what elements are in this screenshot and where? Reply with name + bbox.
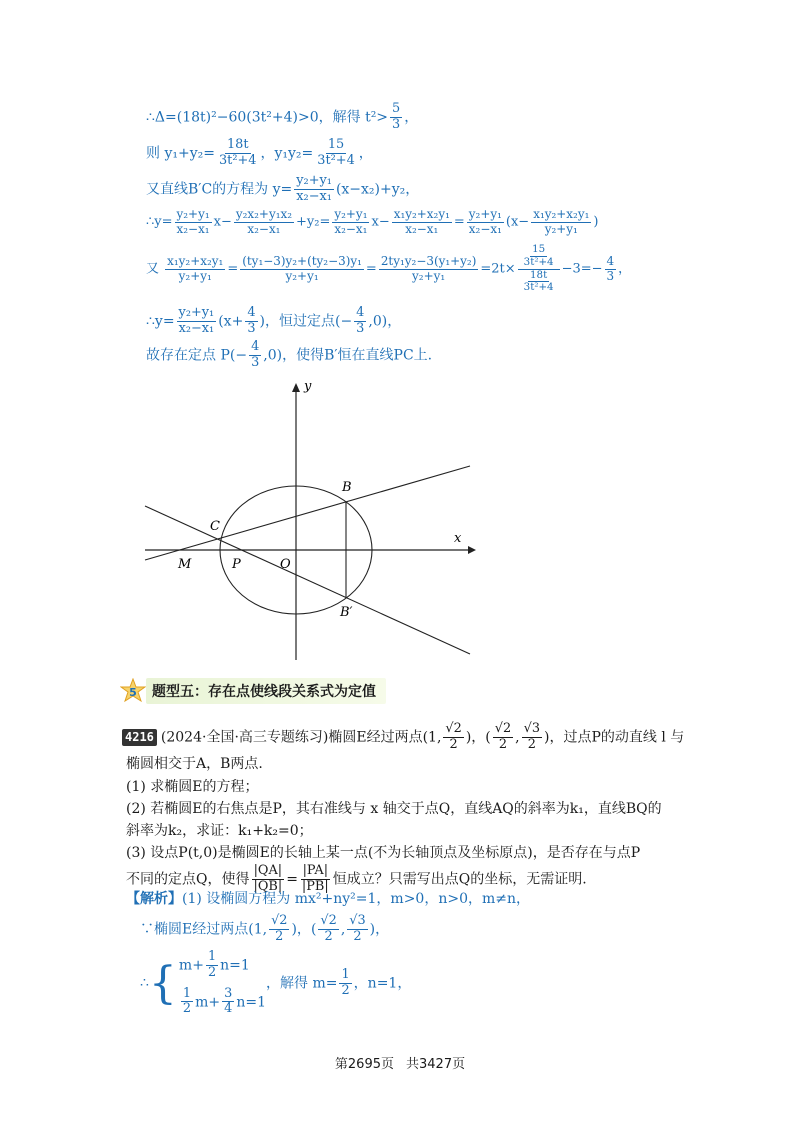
label-O: O xyxy=(280,557,291,572)
question-part-2a: (2) 若椭圆E的右焦点是P，其右准线与 x 轴交于点Q，直线AQ的斜率为k₁，直线BQ的 xyxy=(126,801,662,817)
total-pages: 共3427页 xyxy=(406,1057,466,1072)
system-row-1: m+ $\frac{1}{2}$ n=1 xyxy=(178,949,250,980)
ellipse-diagram xyxy=(140,378,480,660)
analysis-tag: 【解析】 xyxy=(126,891,182,907)
label-Bprime: B′ xyxy=(340,605,353,620)
question-number-badge: 4216 xyxy=(122,729,157,745)
x-axis-arrow xyxy=(468,546,476,554)
question-line-2: 椭圆相交于A，B两点. xyxy=(126,756,263,772)
solution-line-6: ∴y= $\frac{\text{y₂+y₁}}{\text{x₂−x₁}}$ (x+ $\frac{4}{3}$ )，恒过定点(− $\frac{4}{3}$ ,0)， xyxy=(146,305,402,336)
system-row-2: $\frac{1}{2}$ m+ $\frac{3}{4}$ n=1 xyxy=(182,985,266,1017)
question-part-1: (1) 求椭圆E的方程； xyxy=(126,779,259,795)
label-M: M xyxy=(178,557,192,572)
solution-line-4: ∴y= $\frac{\text{y₂+y₁}}{\text{x₂−x₁}}$ x− $\frac{\text{y₂x₂+y₁x₂}}{\text{x₂−x₁}}$ +y₂= $\frac{\text{y₂+y₁}}{\text{x₂−x₁}}$ x− $\frac{\text{x₁y₂+x₂y₁}}{\text{x₂−x₁}}$ = $\frac{\text{y₂+y₁}}{\text{x₂−x₁}}$ (x− $\frac{\text{x₁y₂+x₂y₁}}{\text{y₂+y₁}}$ ) xyxy=(146,207,599,236)
solution-line-2: 则 y₁+y₂= $\frac{18t}{\text{3t²+4}}$ ，y₁y₂= $\frac{15}{\text{3t²+4}}$ ， xyxy=(146,137,373,168)
solution-line-5: 又 $\frac{\text{x₁y₂+x₂y₁}}{\text{y₂+y₁}}$ = $\frac{\text{(ty₁−3)y₂+(ty₂−3)y₁}}{\text{y₂+y₁}}$ = $\frac{\text{2ty₁y₂−3(y₁+y₂)}}{\text{y₂+y₁}}$ =2t× $\frac{\frac{15}{\text{3t²+4}}}{\frac{18t}{\text{3t²+4}}}$ −3=− $\frac{4}{3}$ ， xyxy=(146,243,632,294)
section-title: 题型五：存在点使线段关系式为定值 xyxy=(146,678,386,704)
question-part-3a: (3) 设点P(t,0)是椭圆E的长轴上某一点(不为长轴顶点及坐标原点)，是否存在与点P xyxy=(126,845,641,861)
question-part-2b: 斜率为k₂，求证：k₁+k₂=0； xyxy=(126,823,313,839)
label-B: B xyxy=(342,480,352,495)
line-CB-prime xyxy=(145,506,470,654)
analysis-line-3: ∴ { m+ $\frac{1}{2}$ n=1 $\frac{1}{2}$ m+ $\frac{3}{4}$ n=1 ，解得 m= $\frac{1}{2}$ ，n=1， xyxy=(140,949,412,1017)
analysis-line-2: ∵椭圆E经过两点(1, $\frac{√2}{2}$ )，( $\frac{√2}{2}$ , $\frac{√3}{2}$ )， xyxy=(140,913,390,944)
solution-line-3: 又直线B′C的方程为 y= $\frac{\text{y₂+y₁}}{\text{x₂−x₁}}$ (x−x₂)+y₂， xyxy=(146,173,420,204)
analysis-line-1: 【解析】(1) 设椭圆方程为 mx²+ny²=1，m>0，n>0，m≠n， xyxy=(126,891,531,907)
y-axis-arrow xyxy=(292,383,300,392)
solution-line-7: 故存在定点 P(− $\frac{4}{3}$ ,0)，使得B′恒在直线PC上. xyxy=(146,339,433,370)
label-x: x xyxy=(454,531,462,546)
page-number: 第2695页 xyxy=(334,1057,394,1072)
label-P: P xyxy=(232,557,241,572)
label-C: C xyxy=(210,519,220,534)
solution-line-1: ∴Δ=(18t)²−60(3t²+4)>0，解得 t²> $\frac{5}{3}$ ， xyxy=(146,101,419,132)
star-badge-icon xyxy=(120,678,146,704)
page-footer xyxy=(0,1053,800,1072)
question-line-1: 4216 (2024·全国·高三专题练习)椭圆E经过两点(1, $\frac{√2}{2}$ )，( $\frac{√2}{2}$ , $\frac{√3}{2}$ )，过点P的动直线 l 与 xyxy=(122,722,684,753)
line-MB xyxy=(145,466,470,560)
section-heading xyxy=(120,678,386,704)
section-badge xyxy=(120,678,146,704)
question-part-3b: 不同的定点Q，使得 $\frac{|QA|}{|QB|}$ = $\frac{|PA|}{|PB|}$ 恒成立？只需写出点Q的坐标，无需证明. xyxy=(126,863,587,894)
svg-text:5: 5 xyxy=(129,686,137,699)
label-y: y xyxy=(304,379,312,394)
